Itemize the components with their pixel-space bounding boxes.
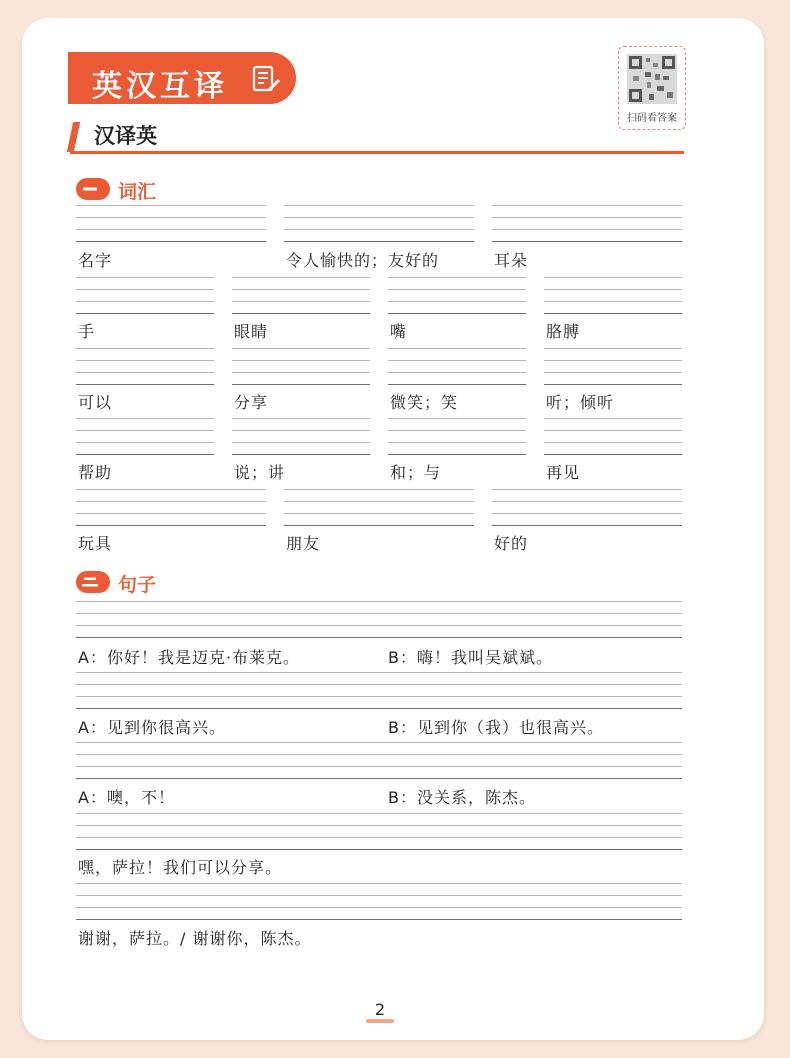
section-title: 汉译英	[94, 124, 157, 148]
word-label: 可以	[78, 393, 113, 412]
word-label: 朋友	[286, 534, 321, 553]
writing-lines[interactable]	[76, 883, 682, 923]
word-label: 和；与	[390, 463, 442, 482]
writing-lines[interactable]	[76, 489, 266, 529]
writing-lines[interactable]	[232, 348, 370, 388]
sentence-text: B：见到你（我）也很高兴。	[388, 718, 604, 737]
sentences-title: 句子	[118, 574, 157, 596]
sentence-text: B：嗨！我叫吴斌斌。	[388, 648, 553, 667]
writing-lines[interactable]	[544, 348, 682, 388]
word-label: 说；讲	[234, 463, 286, 482]
writing-lines[interactable]	[76, 742, 682, 782]
sentence-text: A：你好！我是迈克·布莱克。	[78, 648, 301, 667]
word-label: 好的	[494, 534, 529, 553]
word-label: 令人愉快的；友好的	[286, 251, 440, 270]
qr-code-icon[interactable]	[627, 54, 677, 104]
writing-lines[interactable]	[492, 205, 682, 245]
writing-lines[interactable]	[284, 205, 474, 245]
writing-lines[interactable]	[76, 672, 682, 712]
word-label: 听；倾听	[546, 393, 615, 412]
word-label: 眼睛	[234, 322, 269, 341]
word-label: 微笑；笑	[390, 393, 459, 412]
writing-lines[interactable]	[388, 418, 526, 458]
word-label: 分享	[234, 393, 269, 412]
page-number: 2	[374, 1000, 386, 1019]
writing-lines[interactable]	[544, 277, 682, 317]
word-label: 胳膊	[546, 322, 581, 341]
writing-lines[interactable]	[76, 418, 214, 458]
writing-lines[interactable]	[76, 601, 682, 641]
word-label: 玩具	[78, 534, 113, 553]
writing-lines[interactable]	[76, 813, 682, 853]
writing-lines[interactable]	[232, 277, 370, 317]
qr-code-label: 扫码看答案	[627, 113, 677, 124]
section-divider	[70, 151, 684, 154]
writing-lines[interactable]	[232, 418, 370, 458]
writing-lines[interactable]	[76, 205, 266, 245]
book-pencil-icon	[251, 64, 281, 94]
number-one-icon	[76, 178, 110, 200]
sentence-text: 嘿，萨拉！我们可以分享。	[78, 858, 283, 877]
word-label: 嘴	[390, 322, 408, 341]
writing-lines[interactable]	[76, 348, 214, 388]
word-label: 帮助	[78, 463, 113, 482]
sentence-text: 谢谢，萨拉。/ 谢谢你，陈杰。	[78, 929, 312, 948]
number-two-icon	[76, 571, 110, 593]
writing-lines[interactable]	[544, 418, 682, 458]
sentence-text: B：没关系，陈杰。	[388, 788, 536, 807]
sentence-text: A：噢，不！	[78, 788, 175, 807]
title-banner	[68, 52, 296, 104]
word-label: 再见	[546, 463, 581, 482]
writing-lines[interactable]	[492, 489, 682, 529]
banner-title: 英汉互译	[92, 69, 228, 104]
writing-lines[interactable]	[284, 489, 474, 529]
writing-lines[interactable]	[388, 277, 526, 317]
word-label: 名字	[78, 251, 113, 270]
word-label: 耳朵	[494, 251, 529, 270]
writing-lines[interactable]	[76, 277, 214, 317]
qr-code-box[interactable]	[618, 46, 686, 130]
sentence-text: A：见到你很高兴。	[78, 718, 226, 737]
writing-lines[interactable]	[388, 348, 526, 388]
vocab-title: 词汇	[118, 181, 157, 203]
page-number-underline	[366, 1019, 394, 1023]
word-label: 手	[78, 322, 96, 341]
